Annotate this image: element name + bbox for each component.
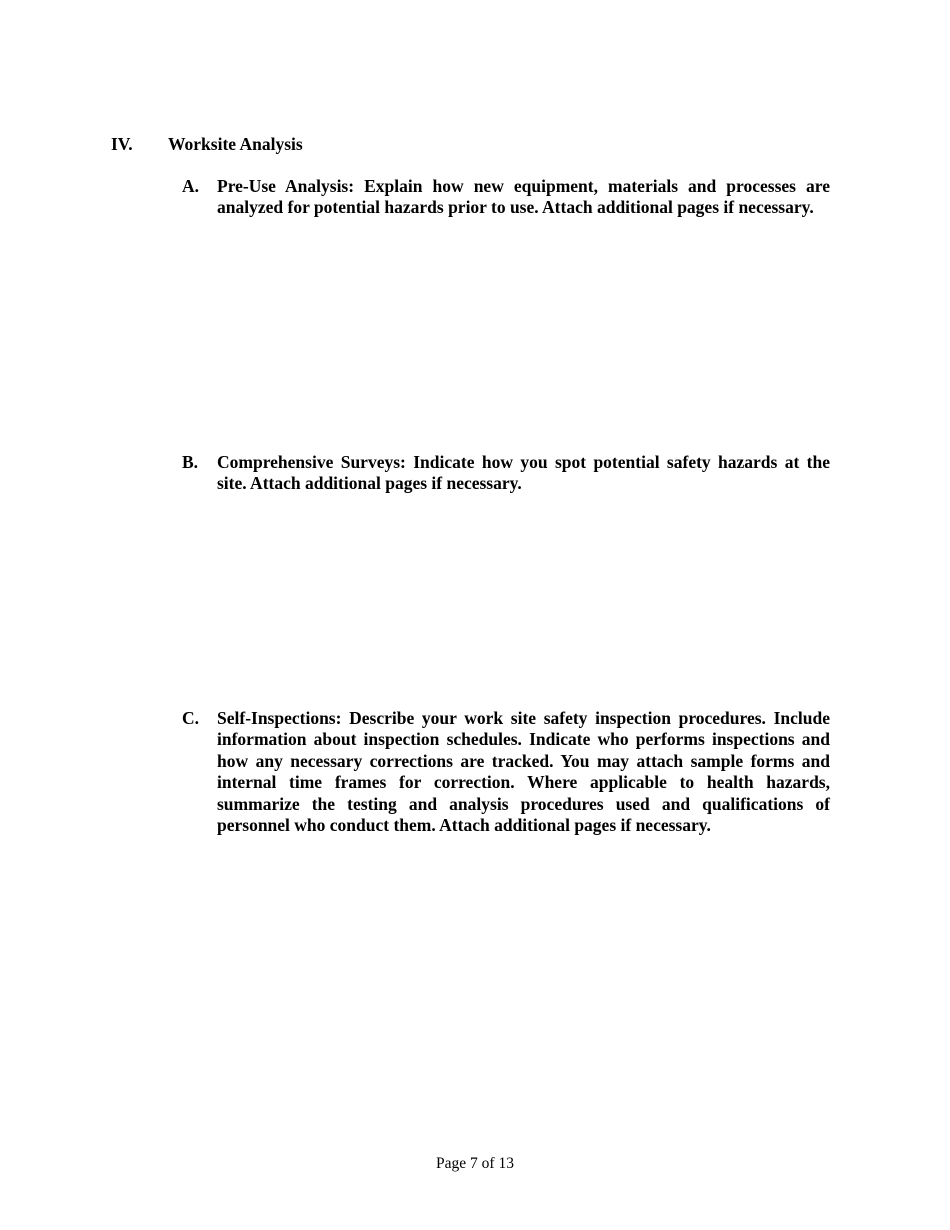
- item-letter: A.: [182, 176, 200, 196]
- question-item-c: [182, 708, 830, 836]
- question-item-a: [182, 176, 830, 219]
- section-number: IV.: [111, 134, 133, 154]
- item-question-text: Comprehensive Surveys: Indicate how you spot potential safety hazards at the site. Attach additional pages if necessary.: [217, 452, 830, 494]
- item-letter: C.: [182, 708, 200, 728]
- section-title: Worksite Analysis: [168, 134, 303, 154]
- page-number-footer: Page 7 of 13: [436, 1155, 514, 1172]
- item-question-text: Pre-Use Analysis: Explain how new equipment, materials and processes are analyzed for potential hazards prior to use. Attach additional pages if necessary.: [217, 176, 830, 218]
- question-item-b: [182, 452, 830, 495]
- item-question-text: Self-Inspections: Describe your work site safety inspection procedures. Include information about inspection schedules. Indicate who performs inspections and how any necessary corrections are tracked. You may attach sample forms and internal time frames for correction. Where applicable to health hazards, summarize the testing and analysis procedures used and qualifications of personnel who conduct them. Attach additional pages if necessary.: [217, 708, 830, 836]
- item-letter: B.: [182, 452, 199, 472]
